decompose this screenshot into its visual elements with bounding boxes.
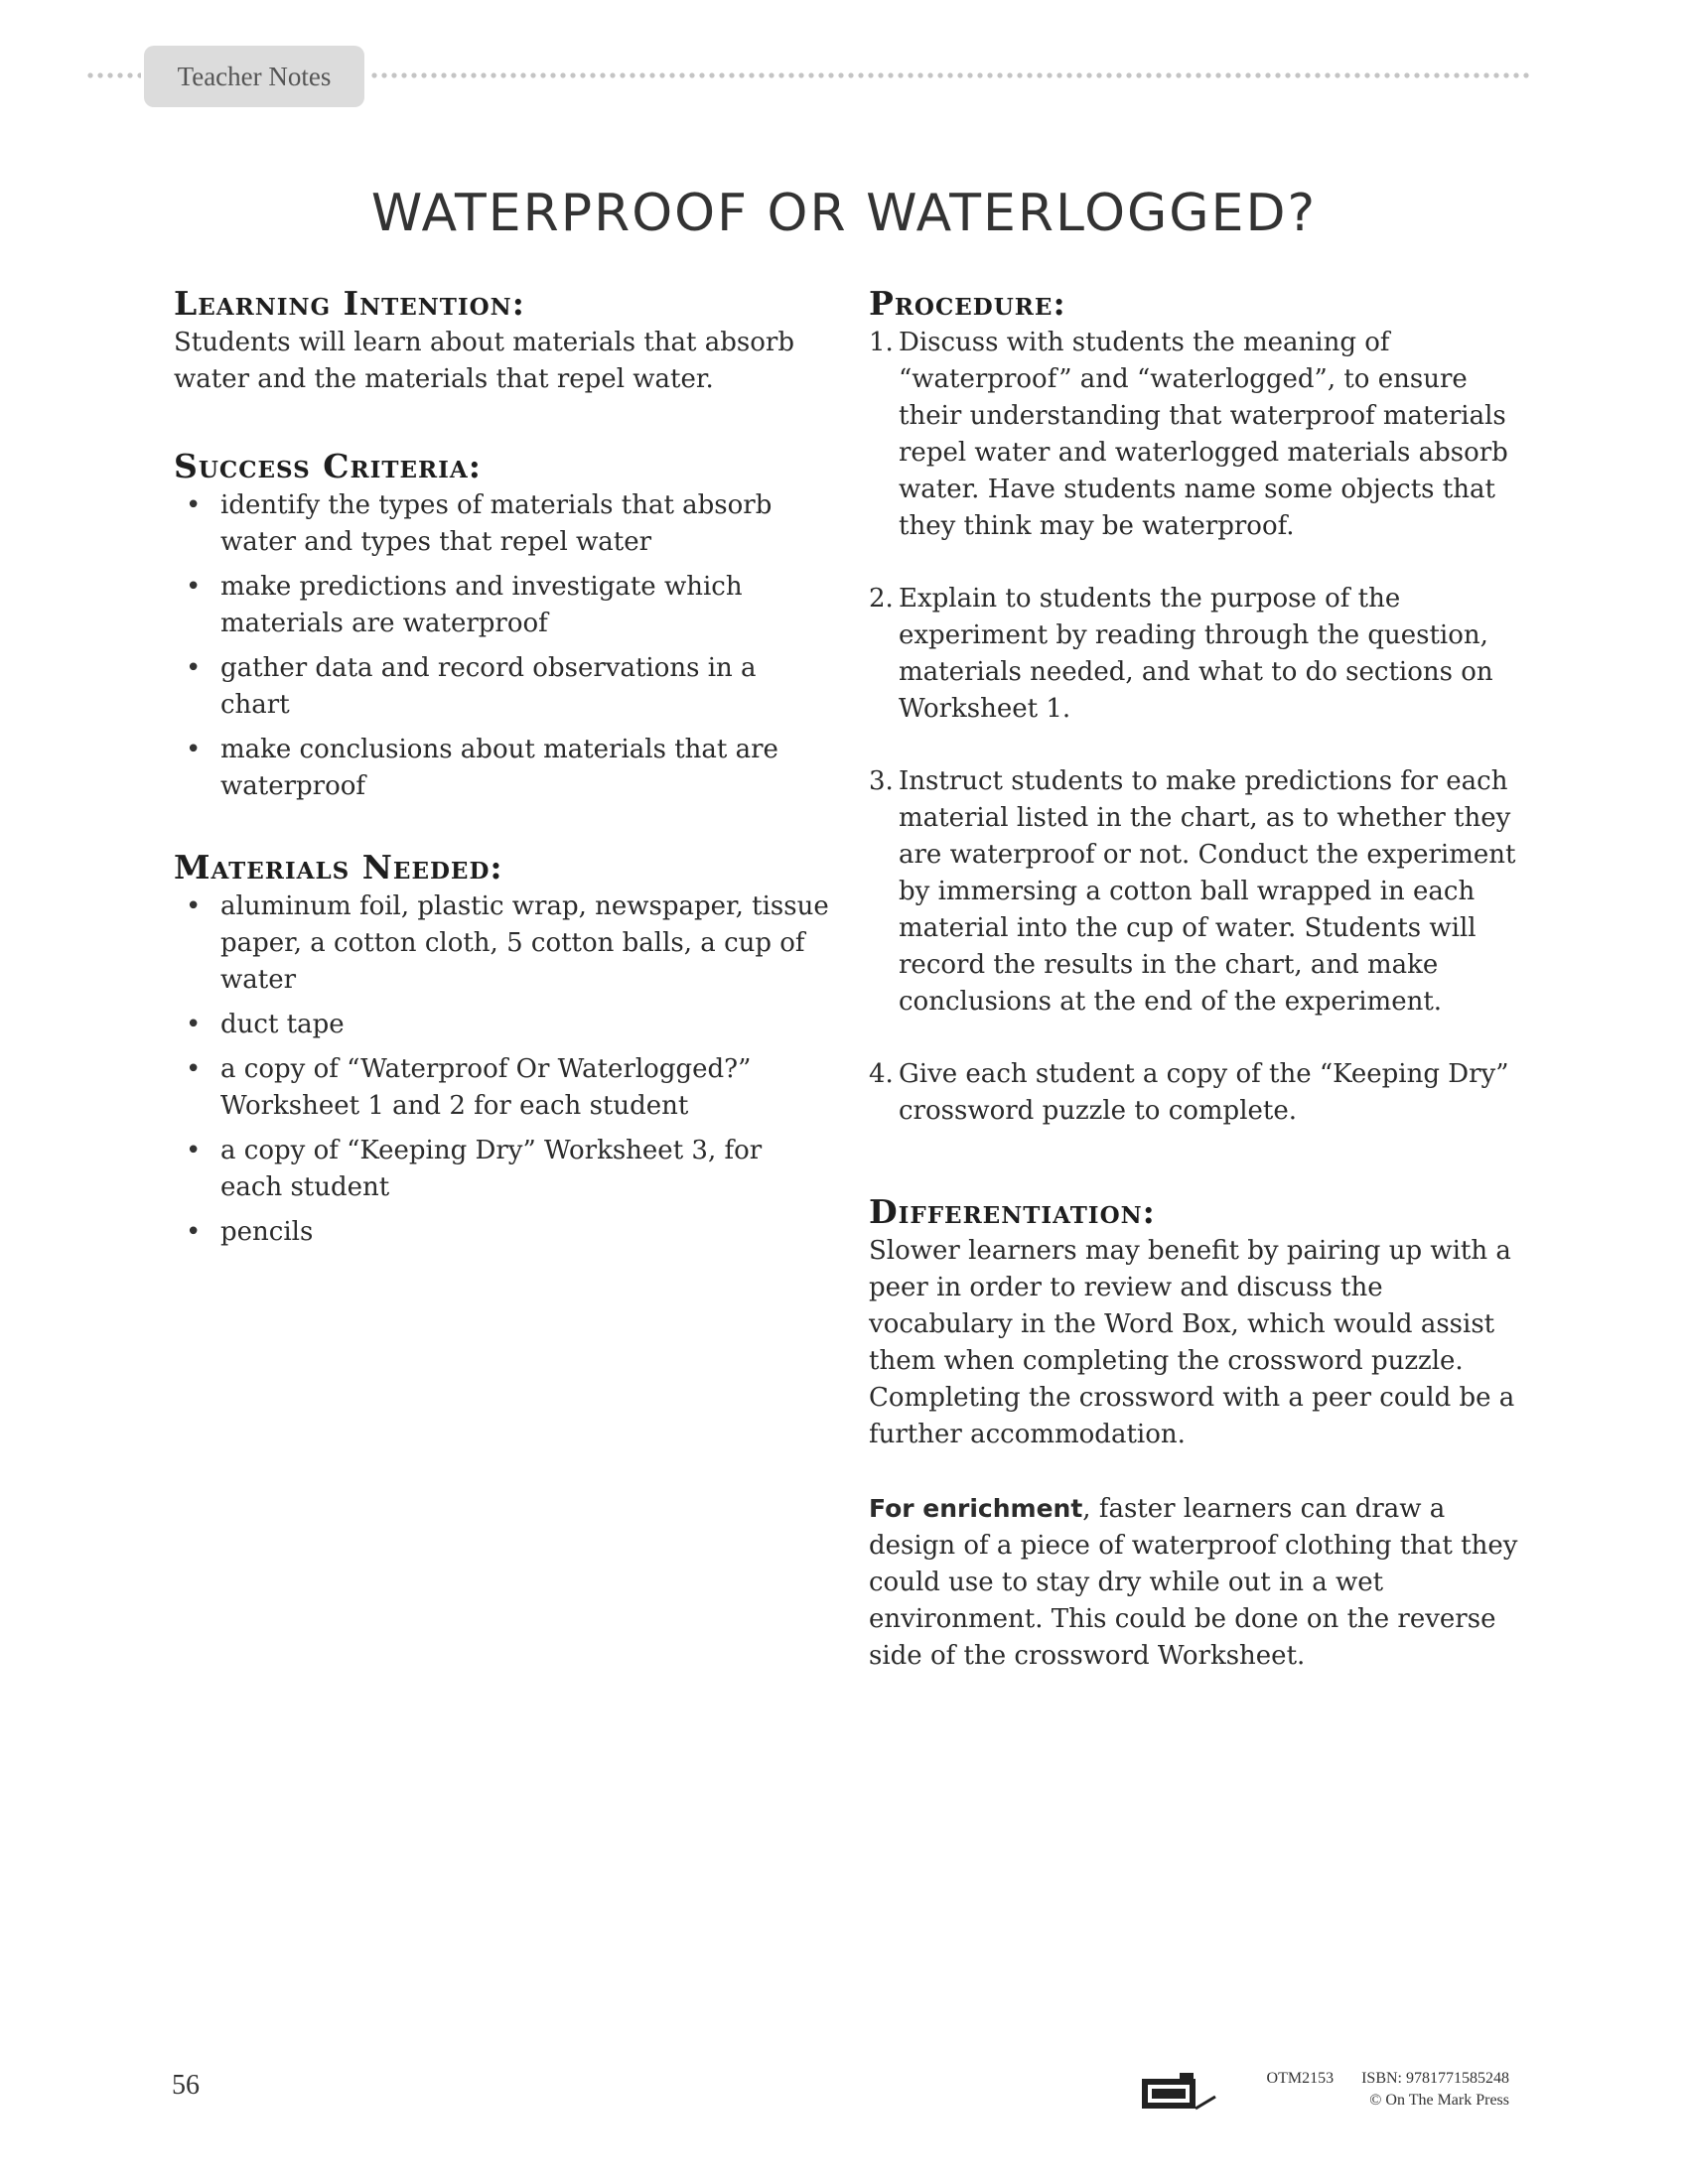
list-item: • aluminum foil, plastic wrap, newspaper, tissue paper, a cotton cloth, 5 cotton balls, a cup of water [174, 888, 829, 999]
list-item: • pencils [174, 1214, 829, 1251]
enrichment-label: For enrichment [869, 1494, 1083, 1523]
teacher-notes-tab: Teacher Notes [144, 46, 364, 107]
learning-intention-text: Students will learn about materials that absorb water and the materials that repel water. [174, 328, 794, 394]
success-criteria-list [174, 487, 829, 805]
copyright: © On The Mark Press [1369, 2092, 1509, 2109]
procedure-step [869, 1056, 1524, 1130]
list-item: • gather data and record observations in a chart [174, 650, 829, 724]
product-code: OTM2153 [1266, 2070, 1335, 2087]
page-title: WATERPROOF OR WATERLOGGED? [370, 183, 1318, 243]
header-dots-right [369, 71, 1529, 79]
materials-needed-heading: Materials Needed: [174, 848, 503, 887]
list-item: • a copy of “Keeping Dry” Worksheet 3, for each student [174, 1133, 829, 1206]
step-text: Instruct students to make predictions for each material listed in the chart, as to whether they are waterproof or not. Conduct the experiment by immersing a cotton ball wrapped in each material into the cup of water. Students will record the results in the chart, and make conclusions at the end of the experiment. [899, 766, 1516, 1017]
left-column [174, 283, 829, 1259]
procedure-step [869, 581, 1524, 728]
step-number: 4. [869, 1059, 894, 1089]
success-criteria-heading: Success Criteria: [174, 447, 482, 485]
procedure-heading: Procedure: [869, 284, 1066, 323]
footer-info [1267, 2068, 1509, 2112]
list-item: • identify the types of materials that absorb water and types that repel water [174, 487, 829, 561]
procedure-list [869, 325, 1524, 1130]
procedure-step [869, 325, 1524, 545]
right-column [869, 283, 1524, 1675]
list-item: • make conclusions about materials that are waterproof [174, 732, 829, 805]
list-item: • duct tape [174, 1007, 829, 1043]
differentiation-text: Slower learners may benefit by pairing up with a peer in order to review and discuss the vocabulary in the Word Box, which would assist them when completing the crossword puzzle. Completing the crossword with a peer could be a further accommodation. [869, 1236, 1515, 1449]
learning-intention-heading: Learning Intention: [174, 284, 525, 323]
step-text: Discuss with students the meaning of “waterproof” and “waterlogged”, to ensure their understanding that waterproof materials repel water and waterlogged materials absorb water. Have students name some objects that they think may be waterproof. [899, 328, 1508, 541]
step-number: 2. [869, 584, 894, 614]
isbn: ISBN: 9781771585248 [1361, 2070, 1509, 2087]
step-number: 1. [869, 328, 894, 357]
procedure-step [869, 763, 1524, 1021]
publisher-logo-icon [1140, 2071, 1219, 2113]
header-dots-left [85, 71, 141, 79]
page-number: 56 [172, 2070, 200, 2101]
enrichment-text: , faster learners can draw a design of a piece of waterproof clothing that they could use to stay dry while out in a wet environment. This could be done on the reverse side of the crossword Worksheet. [869, 1494, 1518, 1671]
differentiation-heading: Differentiation: [869, 1192, 1156, 1231]
step-number: 3. [869, 766, 894, 796]
list-item: • make predictions and investigate which materials are waterproof [174, 569, 829, 642]
enrichment-paragraph [869, 1490, 1524, 1675]
materials-list [174, 888, 829, 1251]
step-text: Give each student a copy of the “Keeping Dry” crossword puzzle to complete. [899, 1059, 1509, 1126]
step-text: Explain to students the purpose of the experiment by reading through the question, materials needed, and what to do sections on Worksheet 1. [899, 584, 1493, 724]
list-item: • a copy of “Waterproof Or Waterlogged?” Worksheet 1 and 2 for each student [174, 1051, 829, 1125]
